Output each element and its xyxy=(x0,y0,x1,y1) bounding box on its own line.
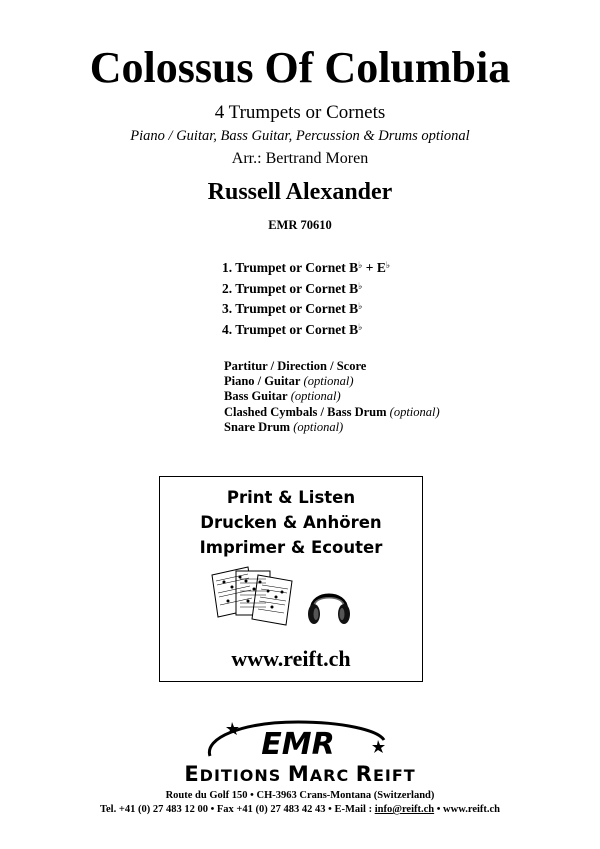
promo-line-german: Drucken & Anhören xyxy=(200,513,382,532)
score-item: Bass Guitar (optional) xyxy=(224,389,341,404)
headphones-icon xyxy=(304,579,354,629)
sheet-music-icon xyxy=(208,565,298,627)
score-list xyxy=(224,359,440,435)
part-item: 1. Trumpet or Cornet B♭ + E♭ xyxy=(222,260,391,275)
page-title: Colossus Of Columbia xyxy=(89,43,511,92)
publisher-contact: Tel. +41 (0) 27 483 12 00 • Fax +41 (0) 27 483 42 43 • E-Mail : info@reift.ch • www.reift.ch xyxy=(99,804,501,815)
emr-logo-text: EMR xyxy=(261,727,335,762)
part-item: 3. Trumpet or Cornet B♭ xyxy=(222,301,363,317)
part-item: 4. Trumpet or Cornet B♭ xyxy=(222,321,363,337)
promo-line-french: Imprimer & Ecouter xyxy=(199,538,383,557)
promo-line-english: Print & Listen xyxy=(226,488,356,507)
publisher-address: Route du Golf 150 • CH-3963 Crans-Montana (Switzerland) xyxy=(165,790,435,801)
score-item: Partitur / Direction / Score xyxy=(224,359,367,373)
email-link[interactable]: info@reift.ch xyxy=(374,804,435,815)
promo-website[interactable]: www.reift.ch xyxy=(231,646,351,671)
score-item: Piano / Guitar (optional) xyxy=(224,374,354,389)
instrumentation: 4 Trumpets or Cornets xyxy=(214,102,386,123)
print-listen-box xyxy=(159,476,423,682)
composer: Russell Alexander xyxy=(207,179,393,205)
arranger: Arr.: Bertrand Moren xyxy=(231,150,369,167)
optional-instruments: Piano / Guitar, Bass Guitar, Percussion & Drums optional xyxy=(130,128,470,144)
score-item: Snare Drum (optional) xyxy=(224,419,344,434)
score-item: Clashed Cymbals / Bass Drum (optional) xyxy=(224,404,440,419)
parts-list xyxy=(222,258,390,340)
part-item: 2. Trumpet or Cornet B♭ xyxy=(222,280,363,296)
publisher-name: EDITIONS MARC REIFT xyxy=(184,762,416,786)
emr-logo xyxy=(202,716,390,762)
catalog-number: EMR 70610 xyxy=(268,218,332,232)
